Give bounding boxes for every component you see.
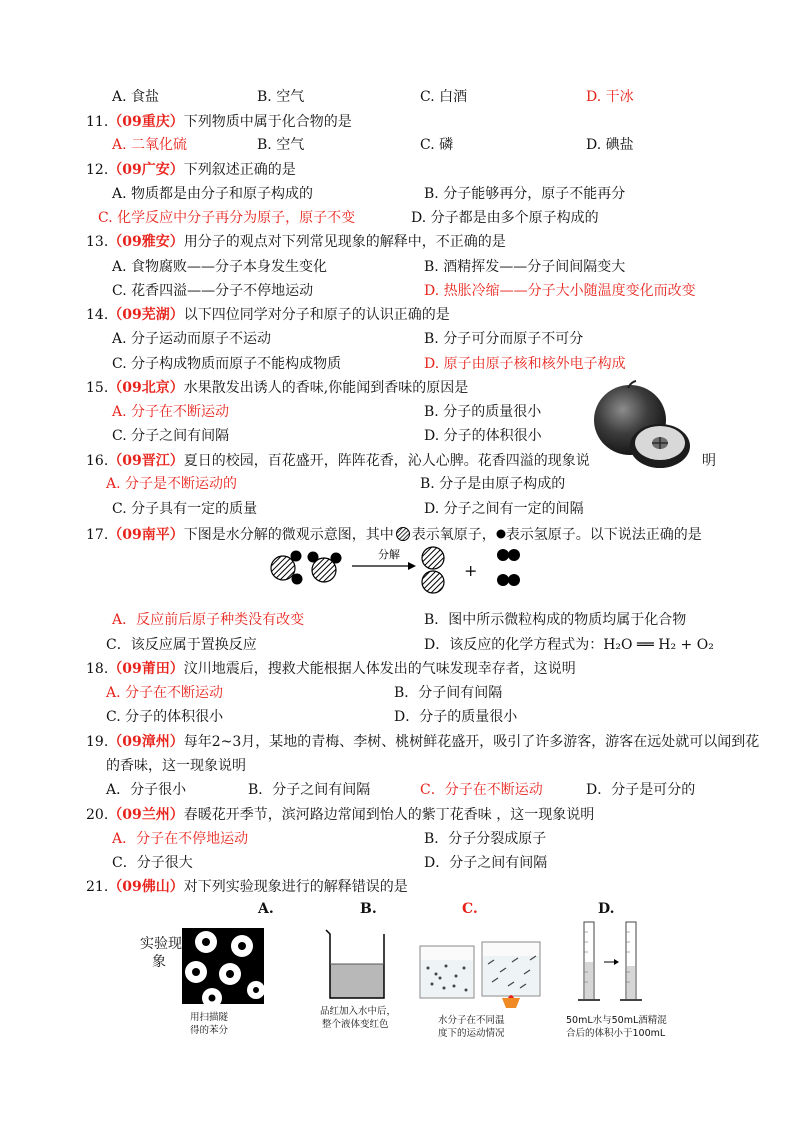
q10-option-b: B. 空气 xyxy=(257,89,305,105)
q14-option-d: D. 原子由原子核和核外电子构成 xyxy=(424,356,626,372)
q12-text: 下列叙述正确的是 xyxy=(183,162,296,178)
q20-option-c: C．分子很大 xyxy=(112,855,193,871)
q19-text: 每年2~3月，某地的青梅、李树、桃树鲜花盛开，吸引了许多游客，游客在远处就可以闻到花 xyxy=(183,734,760,750)
q14-number: 14. xyxy=(86,307,109,323)
water-molecule-2 xyxy=(308,552,342,583)
q21-source: （09佛山） xyxy=(108,879,184,895)
q16-option-c: C. 分子具有一定的质量 xyxy=(112,501,258,517)
arrow-label: 分解 xyxy=(378,548,400,561)
q15-source: （09北京） xyxy=(108,380,184,396)
q16-stem-end: 明 xyxy=(702,453,716,469)
q15-option-d: D. 分子的体积很小 xyxy=(424,428,542,444)
water-molecule-1 xyxy=(271,551,303,585)
q19-source: （09漳州） xyxy=(108,734,184,750)
q11-source: （09重庆） xyxy=(108,114,184,130)
q11-option-c: C. 磷 xyxy=(420,137,454,153)
q11-stem xyxy=(86,113,352,131)
water-decomposition-diagram xyxy=(268,546,538,600)
q16-stem xyxy=(86,452,590,470)
q14-source: （09芜湖） xyxy=(108,307,184,323)
q21-row-label-2: 象 xyxy=(152,954,166,970)
q21-option-c-label: C. xyxy=(462,901,478,917)
caption-c-line2: 度下的运动情况 xyxy=(438,1028,505,1039)
q17-option-a: A．反应前后原子种类没有改变 xyxy=(112,612,305,628)
q12-option-a: A. 物质都是由分子和原子构成的 xyxy=(112,186,314,202)
cold-beaker xyxy=(420,946,474,998)
q20-option-a: A．分子在不停地运动 xyxy=(112,831,249,847)
caption-a-line2: 得的苯分 xyxy=(190,1025,229,1036)
q18-number: 18. xyxy=(86,661,109,677)
q13-stem xyxy=(86,233,506,251)
q15-text: 水果散发出诱人的香味,你能闻到香味的原因是 xyxy=(183,380,469,396)
caption-c-line1: 水分子在不同温 xyxy=(438,1015,505,1026)
q19-text-line2: 的香味，这一现象说明 xyxy=(106,758,246,774)
q14-stem xyxy=(86,306,450,324)
q13-option-b: B. 酒精挥发——分子间间隔变大 xyxy=(424,259,626,275)
q15-stem xyxy=(86,379,468,397)
oxygen-molecule xyxy=(422,547,444,593)
q12-source: （09广安） xyxy=(108,162,184,178)
q17-number: 17. xyxy=(86,527,109,543)
q16-number: 16. xyxy=(86,453,109,469)
q12-number: 12. xyxy=(86,162,109,178)
hydrogen-atom-icon xyxy=(496,527,506,541)
q19-option-d: D．分子是可分的 xyxy=(586,782,696,798)
q15-option-a: A. 分子在不断运动 xyxy=(112,404,230,420)
q18-text: 汶川地震后，搜救犬能根据人体发出的气味发现幸存者，这说明 xyxy=(183,661,576,677)
caption-b-line2: 整个液体变红色 xyxy=(322,1019,389,1030)
q19-option-b: B．分子之间有间隔 xyxy=(248,782,371,798)
q20-number: 20. xyxy=(86,807,109,823)
plus-sign: + xyxy=(464,561,478,580)
benzene-stm-image xyxy=(182,928,264,1004)
q18-option-b: B．分子间有间隔 xyxy=(394,685,503,701)
q20-text: 春暖花开季节，滨河路边常闻到怡人的紫丁花香味 ，这一现象说明 xyxy=(183,807,595,823)
q16-source: （09晋江） xyxy=(108,453,184,469)
q16-text: 夏日的校园，百花盛开，阵阵花香，沁人心脾。花香四溢的现象说 xyxy=(183,453,590,469)
q21-stem xyxy=(86,878,408,896)
q19-stem xyxy=(86,733,759,751)
q14-option-b: B. 分子可分而原子不可分 xyxy=(424,331,584,347)
q13-source: （09雅安） xyxy=(108,234,184,250)
apple-image xyxy=(588,380,698,475)
q13-number: 13. xyxy=(86,234,109,250)
q19-option-c: C．分子在不断运动 xyxy=(420,782,543,798)
q18-option-c: C. 分子的体积很小 xyxy=(106,709,224,725)
q15-option-c: C. 分子之间有间隔 xyxy=(112,428,230,444)
q13-text: 用分子的观点对下列常见现象的解释中，不正确的是 xyxy=(183,234,506,250)
oxygen-atom-icon xyxy=(394,527,412,541)
q20-option-d: D．分子之间有间隔 xyxy=(424,855,548,871)
q12-stem xyxy=(86,161,296,179)
q19-option-a: A．分子很小 xyxy=(106,782,187,798)
cylinder-before xyxy=(578,922,600,1000)
q18-stem xyxy=(86,660,576,678)
water-molecules-beakers-image xyxy=(416,930,548,1010)
q13-option-d: D. 热胀冷缩——分子大小随温度变化而改变 xyxy=(424,283,696,299)
q12-option-c: C. 化学反应中分子再分为原子，原子不变 xyxy=(98,210,356,226)
q10-option-d: D. 干冰 xyxy=(586,89,634,105)
q21-text: 对下列实验现象进行的解释错误的是 xyxy=(183,879,408,895)
q14-text: 以下四位同学对分子和原子的认识正确的是 xyxy=(183,307,450,323)
q18-option-a: A. 分子在不断运动 xyxy=(106,685,224,701)
q21-option-b-label: B. xyxy=(360,901,377,917)
q20-option-b: B．分子分裂成原子 xyxy=(424,831,547,847)
q18-option-d: D．分子的质量很小 xyxy=(394,709,518,725)
q14-option-a: A. 分子运动而原子不运动 xyxy=(112,331,272,347)
q13-option-c: C. 花香四溢——分子不停地运动 xyxy=(112,283,314,299)
q18-source: （09莆田） xyxy=(108,661,184,677)
q21-option-a-label: A. xyxy=(258,901,274,917)
q16-option-b: B. 分子是由原子构成的 xyxy=(420,476,566,492)
q17-option-b: B．图中所示微粒构成的物质均属于化合物 xyxy=(424,612,687,628)
q15-option-b: B. 分子的质量很小 xyxy=(424,404,542,420)
q11-option-d: D. 碘盐 xyxy=(586,137,634,153)
q14-option-c: C. 分子构成物质而原子不能构成物质 xyxy=(112,356,342,372)
caption-d-line1: 50mL水与50mL酒精混 xyxy=(566,1015,667,1026)
q17-source: （09南平） xyxy=(108,527,184,543)
caption-b-line1: 品红加入水中后， xyxy=(320,1006,397,1017)
q11-number: 11. xyxy=(86,114,109,130)
q10-option-c: C. 白酒 xyxy=(420,89,468,105)
hot-beaker xyxy=(482,942,540,1008)
q19-number: 19. xyxy=(86,734,109,750)
q17-option-c: C．该反应属于置换反应 xyxy=(106,637,257,653)
q16-option-a: A. 分子是不断运动的 xyxy=(106,476,238,492)
q17-option-d: D．该反应的化学方程式为：H₂O ══ H₂ + O₂ xyxy=(424,637,714,653)
q20-source: （09兰州） xyxy=(108,807,184,823)
q17-stem xyxy=(86,526,702,544)
q13-option-a: A. 食物腐败——分子本身发生变化 xyxy=(112,259,328,275)
q21-number: 21. xyxy=(86,879,109,895)
caption-d-line2: 合后的体积小于100mL xyxy=(566,1028,666,1039)
q12-option-d: D. 分子都是由多个原子构成的 xyxy=(411,210,599,226)
q12-option-b: B. 分子能够再分，原子不能再分 xyxy=(424,186,626,202)
graduated-cylinders-image xyxy=(572,918,648,1008)
cylinder-after xyxy=(620,922,642,1000)
q21-row-label-1: 实验现 xyxy=(140,936,182,952)
q17-text-2: 表示氧原子， xyxy=(411,527,496,543)
q11-text: 下列物质中属于化合物的是 xyxy=(183,114,352,130)
q17-text-1: 下图是水分解的微观示意图，其中 xyxy=(183,527,394,543)
q11-option-a: A. 二氧化硫 xyxy=(112,137,188,153)
q21-option-d-label: D. xyxy=(598,901,615,917)
beaker-image xyxy=(322,926,392,1002)
q10-option-a: A. 食盐 xyxy=(112,89,160,105)
caption-a-line1: 用扫描隧 xyxy=(190,1012,229,1023)
q11-option-b: B. 空气 xyxy=(257,137,305,153)
q20-stem xyxy=(86,806,594,824)
q16-option-d: D. 分子之间有一定的间隔 xyxy=(424,501,584,517)
hydrogen-molecules xyxy=(497,549,520,586)
q15-number: 15. xyxy=(86,380,109,396)
q17-text-3: 表示氢原子。以下说法正确的是 xyxy=(505,527,702,543)
